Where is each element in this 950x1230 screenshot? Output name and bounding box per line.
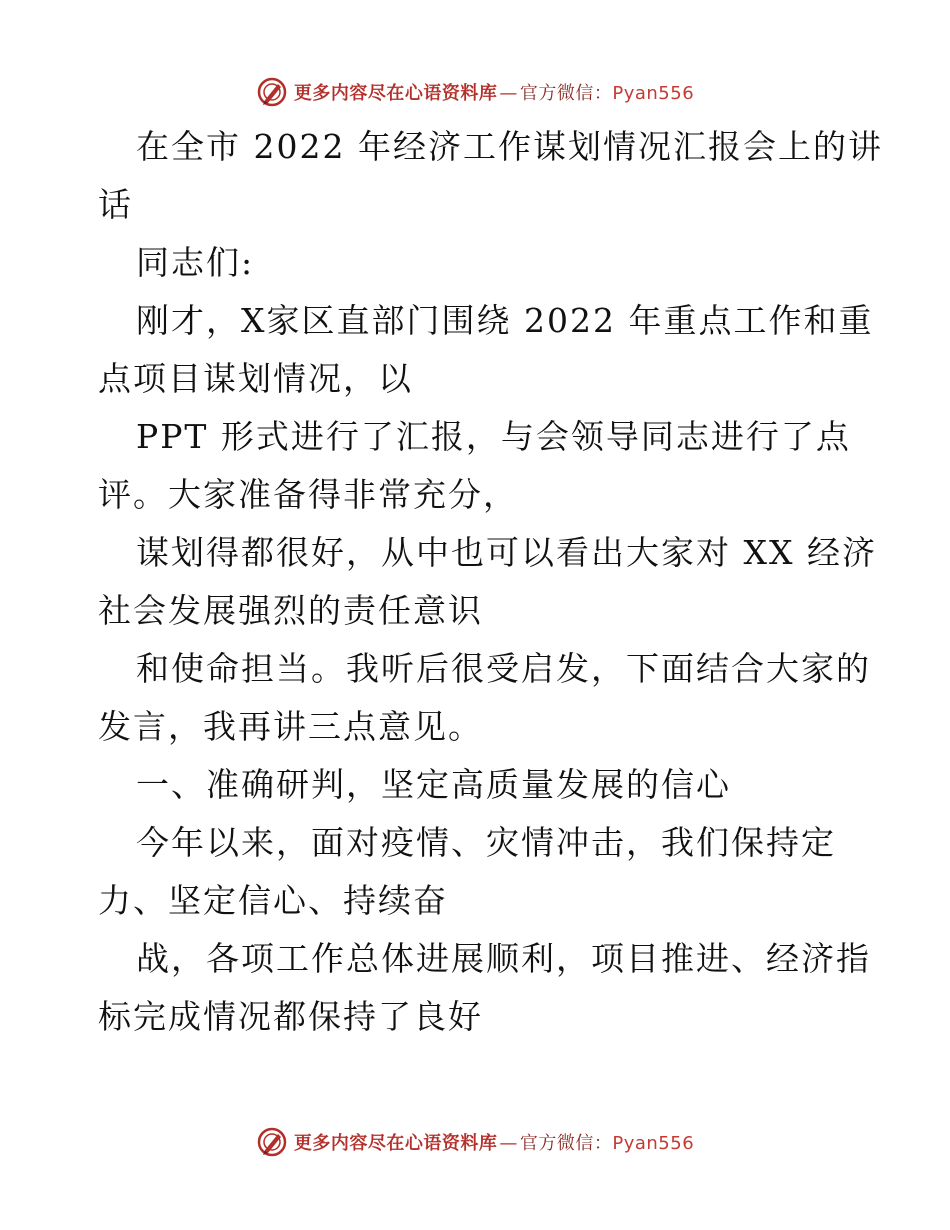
paragraph-line: 评。大家准备得非常充分，	[98, 475, 518, 514]
banner-slogan: 更多内容尽在心语资料库	[293, 1133, 498, 1154]
banner-dash: —	[499, 1133, 518, 1154]
paragraph-line: 战，各项工作总体进展顺利，项目推进、经济指	[136, 939, 871, 978]
paragraph-line: 刚才，X家区直部门围绕 2022 年重点工作和重	[136, 301, 874, 340]
document-title-line-2: 话	[98, 185, 133, 224]
paragraph-line: 社会发展强烈的责任意识	[98, 591, 483, 630]
document-title-line-1: 在全市 2022 年经济工作谋划情况汇报会上的讲	[136, 127, 883, 166]
banner-wechat-label: 官方微信：	[519, 83, 613, 104]
pen-logo-icon	[256, 1126, 288, 1158]
paragraph-line: PPT 形式进行了汇报，与会领导同志进行了点	[136, 417, 851, 456]
banner-wechat-label: 官方微信：	[519, 1133, 613, 1154]
banner-wechat-id: Pyan556	[612, 1133, 695, 1154]
banner-slogan: 更多内容尽在心语资料库	[293, 83, 498, 104]
section-heading: 一、准确研判，坚定高质量发展的信心	[136, 765, 731, 804]
paragraph-line: 力、坚定信心、持续奋	[98, 881, 448, 920]
banner-dash: —	[499, 83, 518, 104]
paragraph-line: 和使命担当。我听后很受启发，下面结合大家的	[136, 649, 871, 688]
paragraph-line: 点项目谋划情况，以	[98, 359, 413, 398]
paragraph-line: 今年以来，面对疫情、灾情冲击，我们保持定	[136, 823, 836, 862]
banner-text	[294, 79, 694, 105]
pen-logo-icon	[256, 76, 288, 108]
paragraph-line: 谋划得都很好，从中也可以看出大家对 XX 经济	[136, 533, 877, 572]
paragraph-line: 发言，我再讲三点意见。	[98, 707, 483, 746]
document-body	[98, 118, 883, 1046]
salutation: 同志们:	[136, 243, 255, 282]
banner-text	[294, 1129, 694, 1155]
header-banner	[0, 72, 950, 112]
banner-wechat-id: Pyan556	[612, 83, 695, 104]
footer-banner	[0, 1122, 950, 1162]
paragraph-line: 标完成情况都保持了良好	[98, 997, 483, 1036]
